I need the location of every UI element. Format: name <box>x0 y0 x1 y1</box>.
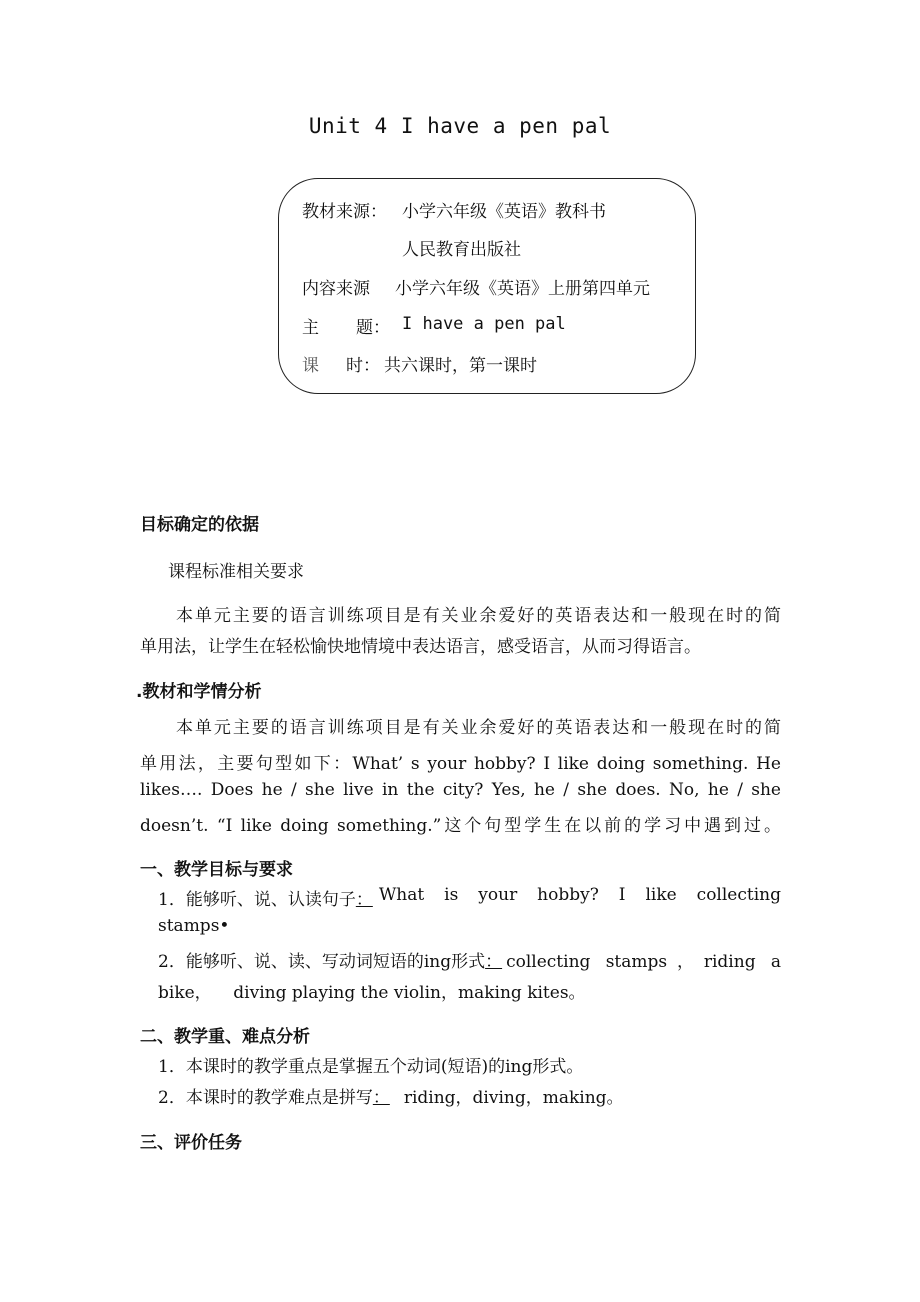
source-value: 小学六年级《英语》教科书 <box>402 202 606 222</box>
goal-2-line-2: bike， diving playing the violin，making kites。 <box>158 983 586 1003</box>
key-point-2 <box>158 1083 624 1108</box>
goals-heading: 一、教学目标与要求 <box>140 860 293 880</box>
page-title: Unit 4 I have a pen pal <box>308 114 612 138</box>
evaluation-heading: 三、评价任务 <box>140 1133 242 1153</box>
analysis-line-2: 单用法，主要句型如下：What’ s your hobby? I like doing something. He <box>140 754 781 774</box>
topic-value: I have a pen pal <box>402 314 566 334</box>
key-point-1: 1．本课时的教学重点是掌握五个动词(短语)的ing形式。 <box>158 1057 584 1077</box>
analysis-line-3: likes…. Does he / she live in the city? Yes, he / she does. No, he / she <box>140 780 781 800</box>
content-value: 小学六年级《英语》上册第四单元 <box>395 279 650 299</box>
basis-heading: 目标确定的依据 <box>140 515 259 535</box>
analysis-line-4: doesn’t. “I like doing something.”这个句型学生在以前的学习中遇到过。 <box>140 816 781 836</box>
goal-1-line-2: stamps• <box>158 916 230 936</box>
goal-2-line-1 <box>158 947 781 972</box>
curriculum-para-line-1: 本单元主要的语言训练项目是有关业余爱好的英语表达和一般现在时的简 <box>176 606 781 626</box>
curriculum-para-line-2: 单用法，让学生在轻松愉快地情境中表达语言，感受语言，从而习得语言。 <box>140 637 701 657</box>
analysis-line-1: 本单元主要的语言训练项目是有关业余爱好的英语表达和一般现在时的简 <box>176 718 781 738</box>
goal-1-colon: ： <box>355 890 373 910</box>
analysis-heading: .教材和学情分析 <box>136 682 262 702</box>
curriculum-subheading: 课程标准相关要求 <box>168 562 304 582</box>
topic-label-2: 题： <box>356 318 390 338</box>
period-label-1: 课 <box>302 356 319 376</box>
key-2-rest: riding，diving，making。 <box>403 1088 624 1108</box>
topic-label-1: 主 <box>302 318 319 338</box>
source-label: 教材来源： <box>302 202 387 222</box>
period-value: 共六课时，第一课时 <box>384 356 537 376</box>
publisher: 人民教育出版社 <box>402 240 521 260</box>
content-label: 内容来源 <box>302 279 370 299</box>
goal-1-prefix: 1．能够听、说、认读句子 <box>158 890 356 910</box>
goal-1-line-1 <box>158 885 781 910</box>
goal-2-prefix: 2．能够听、说、读、写动词短语的ing形式 <box>158 952 486 972</box>
goal-2-rest: collecting stamps，riding a <box>506 952 781 972</box>
key-2-prefix: 2．本课时的教学难点是拼写 <box>158 1088 373 1108</box>
goal-1-rest: What is your hobby? I like collecting <box>378 885 781 905</box>
key-2-colon: ： <box>372 1088 390 1108</box>
goal-2-colon: ： <box>485 952 503 972</box>
period-label-2: 时： <box>346 356 380 376</box>
keypoints-heading: 二、教学重、难点分析 <box>140 1027 310 1047</box>
